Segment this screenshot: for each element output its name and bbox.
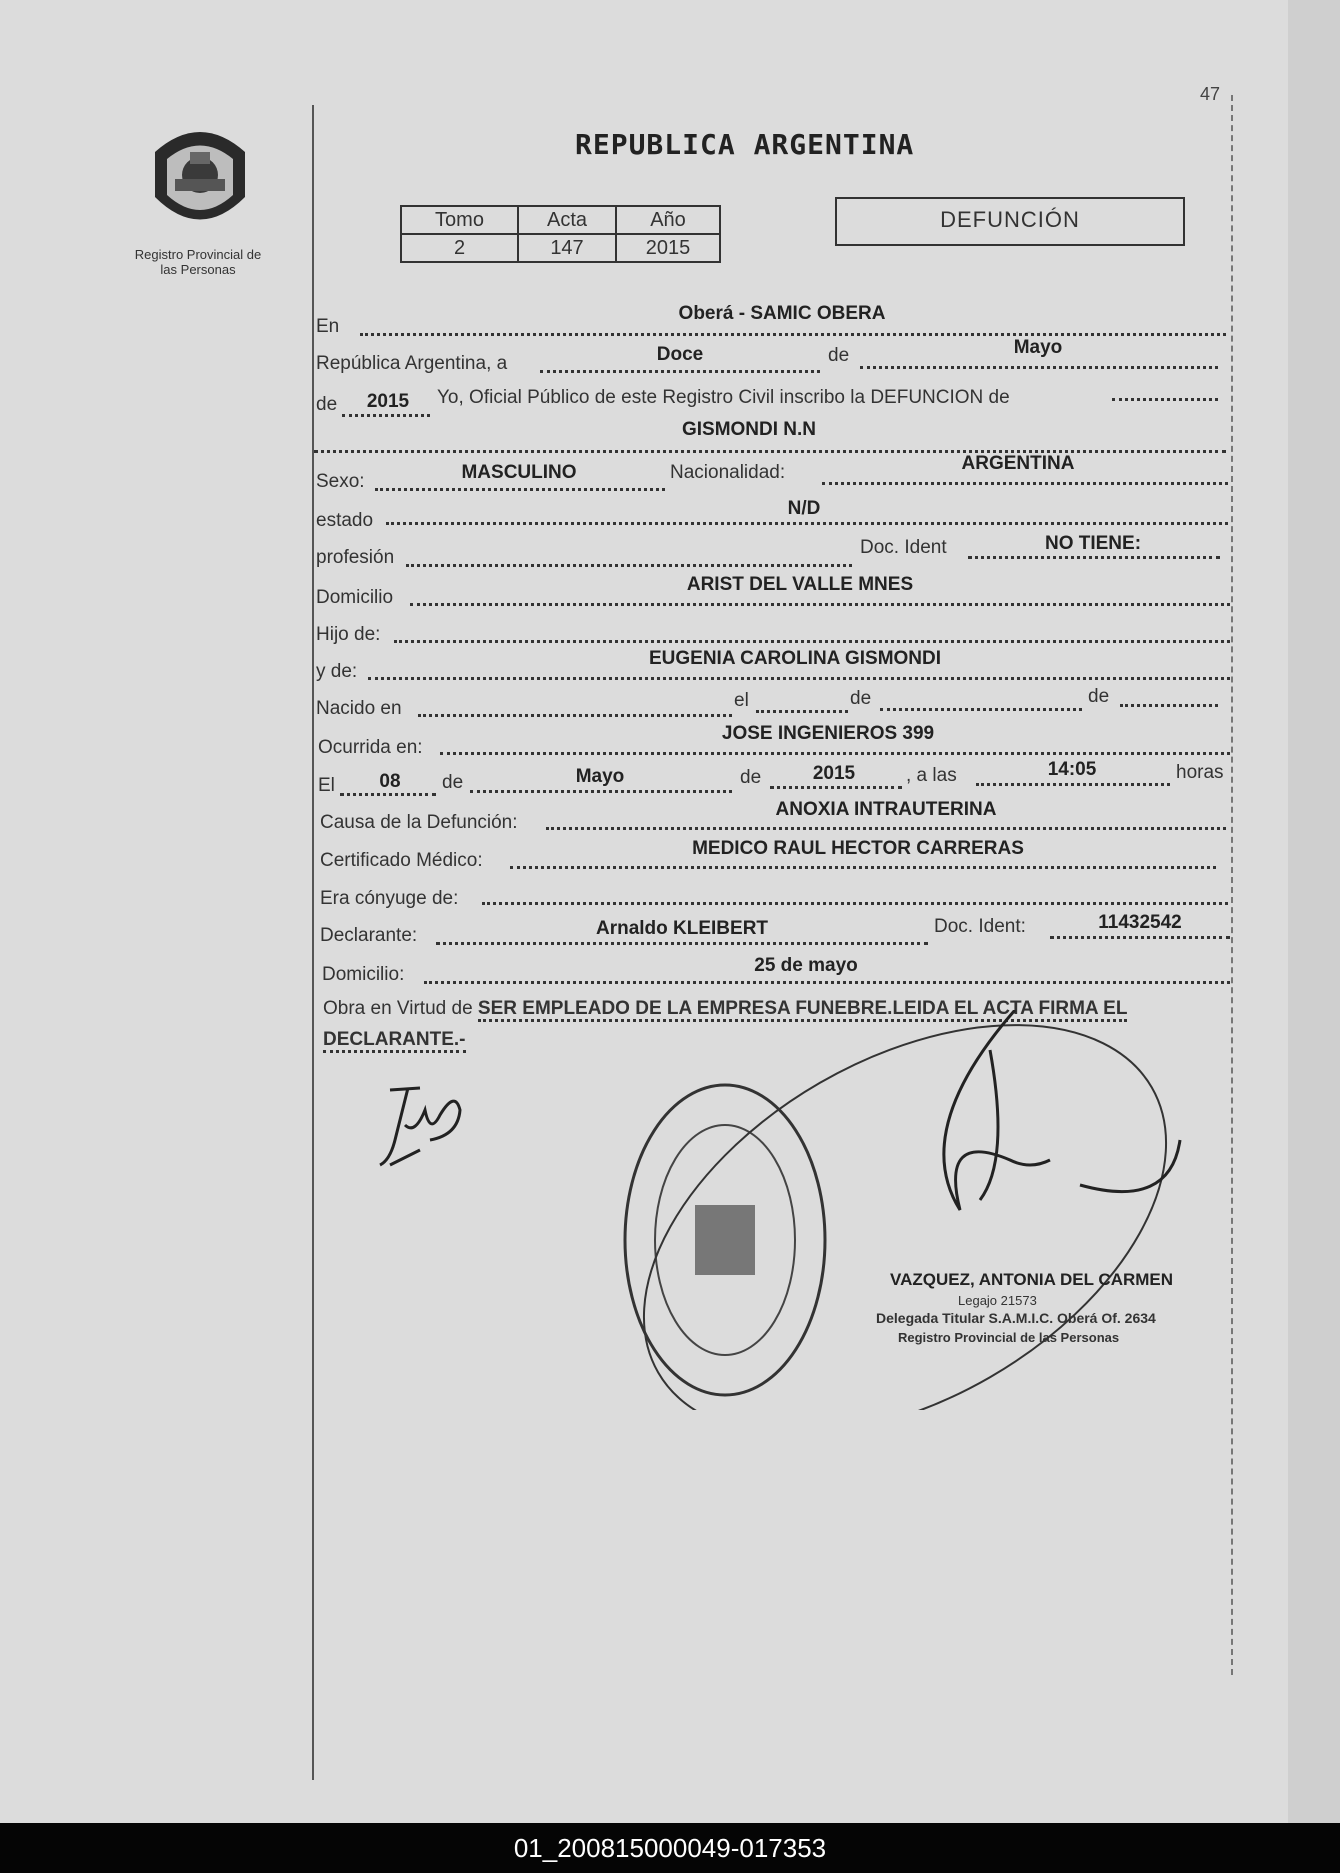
official-name: VAZQUEZ, ANTONIA DEL CARMEN bbox=[890, 1270, 1174, 1289]
page-number: 47 bbox=[1200, 84, 1221, 104]
death-year-value: 2015 bbox=[812, 763, 856, 784]
left-margin-rule bbox=[312, 105, 314, 1780]
ocurrida-label: Ocurrida en: bbox=[318, 737, 423, 758]
declarante-value: Arnaldo KLEIBERT bbox=[595, 918, 769, 939]
de-label-6: de bbox=[740, 767, 762, 788]
en-line bbox=[360, 333, 1226, 336]
registry-label bbox=[118, 247, 278, 277]
en-value: Oberá - SAMIC OBERA bbox=[678, 303, 886, 324]
estado-line bbox=[386, 522, 1228, 525]
day-line bbox=[540, 370, 820, 373]
record-table-values bbox=[401, 234, 720, 262]
causa-value: ANOXIA INTRAUTERINA bbox=[775, 799, 997, 820]
decl-domicilio-label: Domicilio: bbox=[322, 964, 405, 985]
name-line bbox=[314, 450, 1226, 453]
month-line bbox=[860, 366, 1218, 369]
death-month-value: Mayo bbox=[575, 766, 625, 787]
birth-month-line bbox=[880, 708, 1082, 711]
country-title: REPUBLICA ARGENTINA bbox=[575, 128, 915, 161]
de-label-5: de bbox=[442, 772, 464, 793]
decl-domicilio-value: 25 de mayo bbox=[754, 955, 858, 976]
sexo-label: Sexo: bbox=[316, 471, 365, 492]
nacionalidad-label: Nacionalidad: bbox=[670, 462, 786, 483]
y-de-value: EUGENIA CAROLINA GISMONDI bbox=[648, 648, 942, 669]
name-value: GISMONDI N.N bbox=[681, 419, 817, 440]
header-tomo: Tomo bbox=[401, 206, 518, 234]
declarante-doc-line bbox=[1050, 936, 1230, 939]
ocurrida-value: JOSE INGENIEROS 399 bbox=[721, 723, 935, 744]
doc-ident-line bbox=[968, 556, 1220, 559]
year-value: 2015 bbox=[366, 391, 410, 412]
registry-label-line1: Registro Provincial de bbox=[134, 247, 262, 262]
declarante-label: Declarante: bbox=[320, 925, 418, 946]
province-seal-icon bbox=[145, 117, 255, 237]
obra-value: SER EMPLEADO DE LA EMPRESA FUNEBRE.LEIDA EL ACTA FIRMA EL DECLARANTE.- bbox=[323, 998, 1127, 1053]
decl-domicilio-line bbox=[424, 981, 1230, 984]
month-value: Mayo bbox=[1013, 337, 1063, 358]
en-label: En bbox=[316, 316, 340, 337]
y-de-line bbox=[368, 677, 1230, 680]
estado-value: N/D bbox=[787, 498, 821, 519]
nacionalidad-value: ARGENTINA bbox=[961, 453, 1075, 474]
death-month-line bbox=[470, 790, 732, 793]
file-id-bar: 01_200815000049-017353 bbox=[0, 1823, 1340, 1873]
official-title: Delegada Titular S.A.M.I.C. Oberá Of. 2634 bbox=[876, 1310, 1156, 1326]
declarante-doc-value: 11432542 bbox=[1098, 912, 1182, 933]
year-line bbox=[342, 414, 430, 417]
birth-day-line bbox=[756, 710, 848, 713]
sexo-line bbox=[375, 488, 665, 491]
death-day-value: 08 bbox=[379, 771, 401, 792]
nacido-label: Nacido en bbox=[316, 698, 402, 719]
official-stamp-area bbox=[610, 1010, 1230, 1410]
nacido-line bbox=[418, 714, 732, 717]
birth-year-line bbox=[1120, 704, 1218, 707]
declarante-doc-label: Doc. Ident: bbox=[934, 916, 1026, 937]
value-tomo: 2 bbox=[401, 234, 518, 262]
sexo-value: MASCULINO bbox=[461, 462, 577, 483]
domicilio-line bbox=[410, 603, 1230, 606]
death-day-line bbox=[340, 793, 436, 796]
header-anio: Año bbox=[616, 206, 720, 234]
official-legajo: Legajo 21573 bbox=[958, 1293, 1037, 1308]
domicilio-label: Domicilio bbox=[316, 587, 394, 608]
y-de-label: y de: bbox=[316, 661, 358, 682]
de-label-1: de bbox=[828, 345, 850, 366]
obra-label: Obra en Virtud de bbox=[323, 998, 473, 1019]
el-death-label: El bbox=[318, 775, 335, 796]
de-label-2: de bbox=[316, 394, 338, 415]
oficial-text: Yo, Oficial Público de este Registro Civil inscribo la DEFUNCION de bbox=[437, 387, 1010, 408]
estado-label: estado bbox=[316, 510, 374, 531]
causa-label: Causa de la Defunción: bbox=[320, 812, 518, 833]
conyuge-label: Era cónyuge de: bbox=[320, 888, 459, 909]
declarant-signature-icon bbox=[360, 1080, 480, 1170]
de-label-4: de bbox=[1088, 686, 1110, 707]
official-signature-icon bbox=[944, 1010, 1180, 1210]
oficial-line bbox=[1112, 398, 1218, 401]
profesion-line bbox=[406, 564, 852, 567]
registry-label-line2: las Personas bbox=[160, 262, 236, 277]
nacionalidad-line bbox=[822, 482, 1228, 485]
doc-ident-label: Doc. Ident bbox=[860, 537, 947, 558]
document-type-box: DEFUNCIÓN bbox=[835, 197, 1185, 246]
death-time-line bbox=[976, 783, 1170, 786]
right-margin-rule bbox=[1231, 95, 1233, 1675]
conyuge-line bbox=[482, 902, 1228, 905]
republica-label: República Argentina, a bbox=[316, 353, 508, 374]
profesion-label: profesión bbox=[316, 547, 395, 568]
record-table bbox=[400, 205, 721, 263]
death-year-line bbox=[770, 786, 902, 789]
value-anio: 2015 bbox=[616, 234, 720, 262]
certificado-value: MEDICO RAUL HECTOR CARRERAS bbox=[692, 838, 1024, 859]
causa-line bbox=[546, 827, 1226, 830]
doc-ident-value: NO TIENE: bbox=[1044, 533, 1142, 554]
de-label-3: de bbox=[850, 688, 872, 709]
ocurrida-line bbox=[440, 752, 1230, 755]
day-value: Doce bbox=[656, 344, 704, 365]
domicilio-value: ARIST DEL VALLE MNES bbox=[686, 574, 914, 595]
stamp-emblem-icon bbox=[695, 1205, 755, 1275]
hijo-line bbox=[394, 640, 1230, 643]
certificado-line bbox=[510, 866, 1216, 869]
death-time-value: 14:05 bbox=[1047, 759, 1097, 780]
a-las-label: , a las bbox=[906, 765, 957, 786]
el-label: el bbox=[734, 690, 749, 711]
certificado-label: Certificado Médico: bbox=[320, 850, 483, 871]
value-acta: 147 bbox=[518, 234, 616, 262]
declarante-line bbox=[436, 942, 928, 945]
page-edge bbox=[1288, 0, 1340, 1823]
record-table-header bbox=[401, 206, 720, 234]
horas-label: horas bbox=[1176, 762, 1224, 783]
header-acta: Acta bbox=[518, 206, 616, 234]
official-registry: Registro Provincial de las Personas bbox=[898, 1330, 1120, 1345]
hijo-label: Hijo de: bbox=[316, 624, 381, 645]
